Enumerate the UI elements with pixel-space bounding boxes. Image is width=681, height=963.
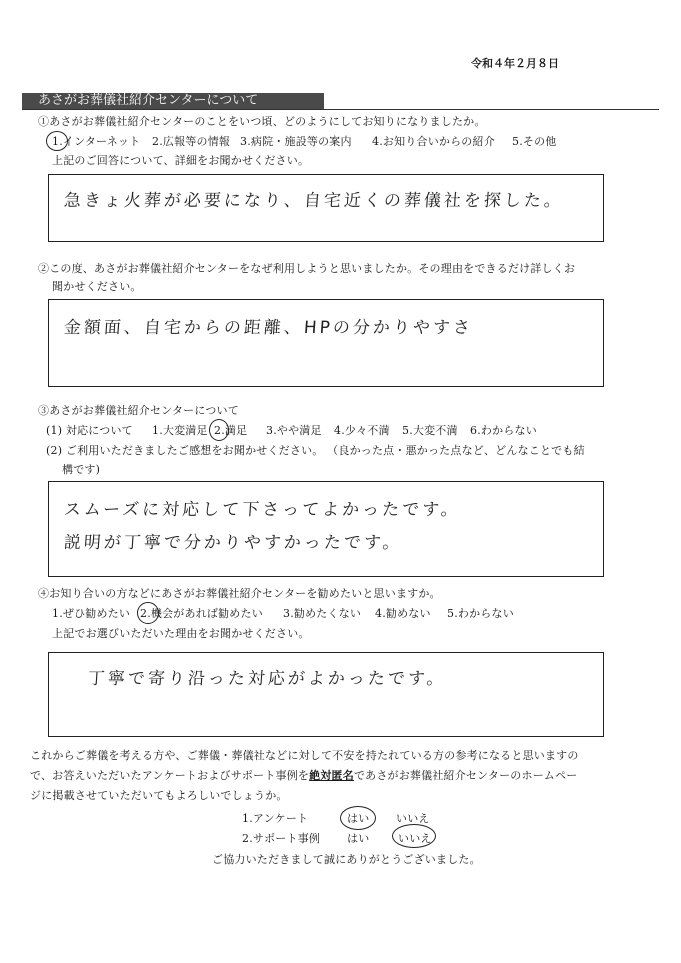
consent-item2-no: いいえ [398,832,432,845]
q1-selected-circle [46,131,68,151]
consent-line2-bold: 絶対匿名 [309,769,354,782]
q1-option-2: 2.広報等の情報 [152,135,231,148]
q3-option-6: 6.わからない [470,424,537,437]
consent-item1-selected-circle [340,806,376,830]
q3-option-3: 3.やや満足 [266,424,322,437]
q3-option-4: 4.少々不満 [334,424,390,437]
consent-item2-yes: はい [347,832,370,845]
thanks-message: ご協力いただきまして誠にありがとうございました。 [212,853,481,866]
q4-option-3: 3.勧めたくない [283,607,362,620]
q1-detail-prompt: 上記のご回答について、詳細をお聞かせください。 [52,154,310,167]
q1-option-3: 3.病院・施設等の案内 [240,135,352,148]
consent-item1-label: 1.アンケート [242,812,309,825]
q3-sub2-line1: (2) ご利用いただきましたご感想をお聞かせください。 （良かった点・悪かった点など、どんなことでも結 [46,444,585,457]
q3-sub1-label: (1) 対応について [46,424,133,437]
section-title: あさがお葬儀社紹介センターについて [22,93,324,109]
q4-reason-prompt: 上記でお選びいただいた理由をお聞かせください。 [52,627,310,640]
q4-option-2: 2.機会があれば勧めたい [140,607,263,620]
q4-option-4: 4.勧めない [375,607,431,620]
q3-answer-line1: スムーズに対応して下さってよかったです。 [63,500,462,520]
q1-option-5: 5.その他 [512,135,557,148]
consent-line2-pre: で、お答えいただいたアンケートおよびサポート事例を [30,769,310,782]
q4-question: ④お知り合いの方などにあさがお葬儀社紹介センターを勧めたいと思いますか。 [38,587,441,600]
q3-option-2: 2.満足 [214,424,248,437]
q3-selected-circle [209,419,229,441]
consent-item1-no: いいえ [396,812,430,825]
q3-question: ③あさがお葬儀社紹介センターについて [38,404,239,417]
consent-line2-post: であさがお葬儀社紹介センターのホームペー [353,769,578,782]
q4-selected-circle [137,602,159,624]
title-divider [22,109,659,110]
consent-line2 [30,769,578,783]
q2-question-line1: ②この度、あさがお葬儀社紹介センターをなぜ利用しようと思いましたか。その理由をできるだけ詳しくお [38,262,576,275]
q4-answer: 丁寧で寄り沿った対応がよかったです。 [87,669,448,689]
q4-option-1: 1.ぜひ勧めたい [52,607,131,620]
q2-answer: 金額面、自宅からの距離、HPの分かりやすさ [63,318,474,338]
q1-option-1: 1.インターネット [52,135,141,148]
q3-option-5: 5.大変不満 [402,424,458,437]
q3-sub2-line2: 構です) [62,463,101,476]
q3-option-1: 1.大変満足 [152,424,208,437]
q1-question: ①あさがお葬儀社紹介センターのことをいつ頃、どのようにしてお知りになりましたか。 [38,115,486,128]
consent-item1-yes: はい [347,812,370,825]
q3-answer-line2: 説明が丁寧で分かりやすかったです。 [63,533,404,553]
q2-question-line2: 聞かせください。 [52,280,142,293]
q1-option-4: 4.お知り合いからの紹介 [372,135,495,148]
q1-answer: 急きょ火葬が必要になり、自宅近くの葬儀社を探した。 [63,191,565,211]
consent-line3: ジに掲載させていただいてもよろしいでしょうか。 [30,789,288,802]
survey-date: 令和４年２月８日 [471,57,559,70]
consent-line1: これからご葬儀を考える方や、ご葬儀・葬儀社などに対して不安を持たれている方の参考になると思いますの [30,749,579,762]
consent-item2-label: 2.サポート事例 [242,832,321,845]
q4-option-5: 5.わからない [447,607,514,620]
consent-item2-selected-circle [392,824,436,848]
